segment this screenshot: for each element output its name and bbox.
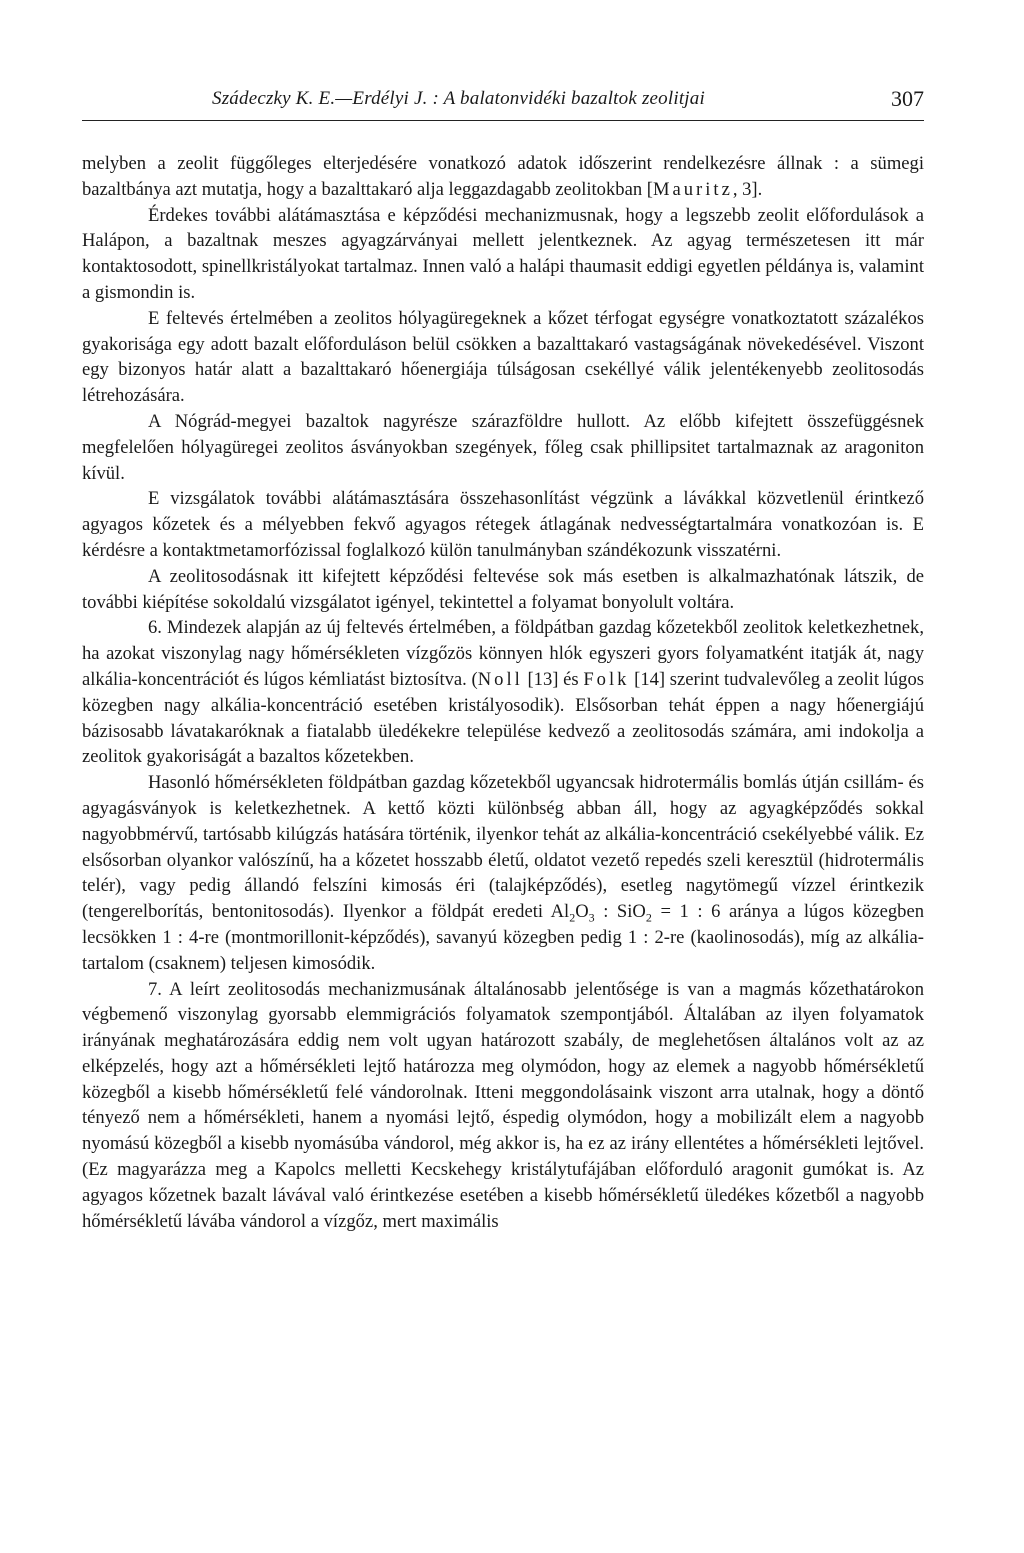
text-run: 6. Mindezek alapján az új feltevés értelmében, a földpátban gazdag kőzetekből zeolitok keletkezhetnek, ha azokat viszonylag nagy hőmérsékleten vízgőzös könnyen hlók egyszeri gyors folyamatként itatják át, nagy alkália-koncentrációt és lúgos kémliatást biztosítva. ( [82,617,924,690]
page-number: 307 [891,86,924,111]
text-run: A Nógrád-megyei bazaltok nagyrésze szárazföldre hullott. Az előbb kifejtett összefüggésnek megfelelően hólyagüregei zeolitos ásványokban szegények, főleg csak phillipsitet tartalmaznak az aragoniton kívül. [82,410,924,484]
text-run: , 3]. [732,178,763,200]
text-run: Hasonló hőmérsékleten földpátban gazdag kőzetekből ugyancsak hidrotermális bomlás útján csillám- és agyagásványok is keletkezhetnek. A kettő közti különbség abban áll, hogy az agyagképződés sokkal nagyobbmérvű, tartósabb kilúgzás hatására történik, ilyenkor tehát az alkália-koncentráció csekélyebbé válik. Ez elsősorban olyankor valószínű, ha a kőzetet hosszabb életű, oldatot vezető repedés szeli keresztül (hidrotermális telér), vagy pedig állandó felszíni kimosás éri (talajképződés), esetleg nagytömegű vízzel érintkezik (tengerelborítás, bentonitosodás). Ilyenkor a földpát eredeti Al [82,772,924,923]
subscript: 2 [569,910,576,925]
text-run: E feltevés értelmében a zeolitos hólyagüregeknek a kőzet térfogat egységre vonatkoztatott százalékos gyakorisága egy adott bazalt előforduláson belül csökken a bazalttakaró vastagságának növekedésével. Viszont egy bizonyos határ alatt a bazalttakaró hőenergiája túlságosan csekéllyé válik jelentékenyebb zeolitosodás létrehozására. [82,307,924,407]
paragraph [82,203,924,306]
text-run: O [575,901,589,923]
author-name: Folk [583,668,630,690]
journal-page [82,80,924,1234]
text-run: : SiO [594,901,646,923]
text-run: [14] szerint tudvalevőleg a zeolit lúgos közegben nagy alkália-koncentráció esetében kristályosodik). Elsősorban tehát éppen a nagy hőenergiájú bázisosabb lávatakaróknak a fiatalabb üledékekre települése kedvező a zeolitosodás számára, ami indokolja a zeolitok gyakoriságát a bazaltos kőzetekben. [82,668,924,768]
text-run: 7. A leírt zeolitosodás mechanizmusának általánosabb jelentősége is van a magmás kőzethatárokon végbemenő viszonylag gyorsabb elemmigrációs folyamatok szempontjából. Általában az ilyen folyamatok irányának meghatározására eddig nem volt ugyan határozott szabály, de meglehetősen általános volt az az elképzelés, hogy azt a hőmérsékleti lejtő határozza meg olymódon, hogy az elemek a nagyobb hőmérsékletű közegből a kisebb hőmérsékletű felé vándorolnak. Itteni meggondolásaink viszont arra utalnak, hogy a döntő tényező nem a hőmérsékleti, hanem a nyomási lejtő, éspedig olymódon, hogy a mobilizált elem a nagyobb nyomású közegből a kisebb nyomásúba vándorol, még akkor is, ha ez az irány ellentétes a hőmérsékleti lejtővel. (Ez magyarázza meg a Kapolcs melletti Kecskehegy kristálytufájában előforduló aragonit gumókat is. Az agyagos kőzetnek bazalt lávával való érintkezése esetében a kisebb hőmérsékletű üledékes kőzetből a nagyobb hőmérsékletű lávába vándorol a vízgőz, mert maximális [82,978,924,1232]
text-run: = 1 : 6 aránya a lúgos közegben lecsökken 1 : 4-re (montmorillonit-képződés), savanyú közegben pedig 1 : 2-re (kaolinosodás), míg az alkália-tartalom (csaknem) teljesen kimosódik. [82,901,924,974]
paragraph [82,409,924,486]
text-run: melyben a zeolit függőleges elterjedésére vonatkozó adatok időszerint rendelkezésre állnak : a sümegi bazaltbánya azt mutatja, hogy a bazalttakaró alja leggazdagabb zeolitokban [ [82,153,924,200]
text-run: E vizsgálatok további alátámasztására összehasonlítást végzünk a lávákkal közvetlenül érintkező agyagos kőzetek és a mélyebben fekvő agyagos rétegek átlagának nedvességtartalmára vonatkozóan is. E kérdésre a kontaktmetamorfózissal foglalkozó külön tanulmányban szándékozunk visszatérni. [82,488,924,561]
text-run: A zeolitosodásnak itt kifejtett képződési feltevése sok más esetben is alkalmazhatónak látszik, de további kiépítése sokoldalú vizsgálatot igényel, tekintettel a folyamat bonyolult voltára. [82,565,924,613]
text-run: [13] és [522,668,584,690]
running-header [82,80,924,121]
subscript: 3 [588,910,595,925]
paragraph [82,615,924,770]
paragraph [82,977,924,1235]
paragraph [82,486,924,563]
subscript: 2 [645,910,652,925]
paragraph [82,564,924,616]
paragraph [82,151,924,203]
running-title: Szádeczky K. E.—Erdélyi J. : A balatonvidéki bazaltok zeolitjai [212,88,705,109]
author-name: Noll [477,668,523,690]
author-name: Mauritz [652,178,733,200]
paragraph [82,770,924,976]
text-run: Érdekes további alátámasztása e képződési mechanizmusnak, hogy a legszebb zeolit előfordulások a Halápon, a bazaltnak meszes agyagzárványai mellett jelentkeznek. Az agyag természetesen itt már kontaktosodott, spinellkristályokat tartalmaz. Innen való a halápi thaumasit eddigi egyetlen példánya is, valamint a gismondin is. [82,204,924,303]
body-text [82,151,924,1234]
paragraph [82,306,924,409]
